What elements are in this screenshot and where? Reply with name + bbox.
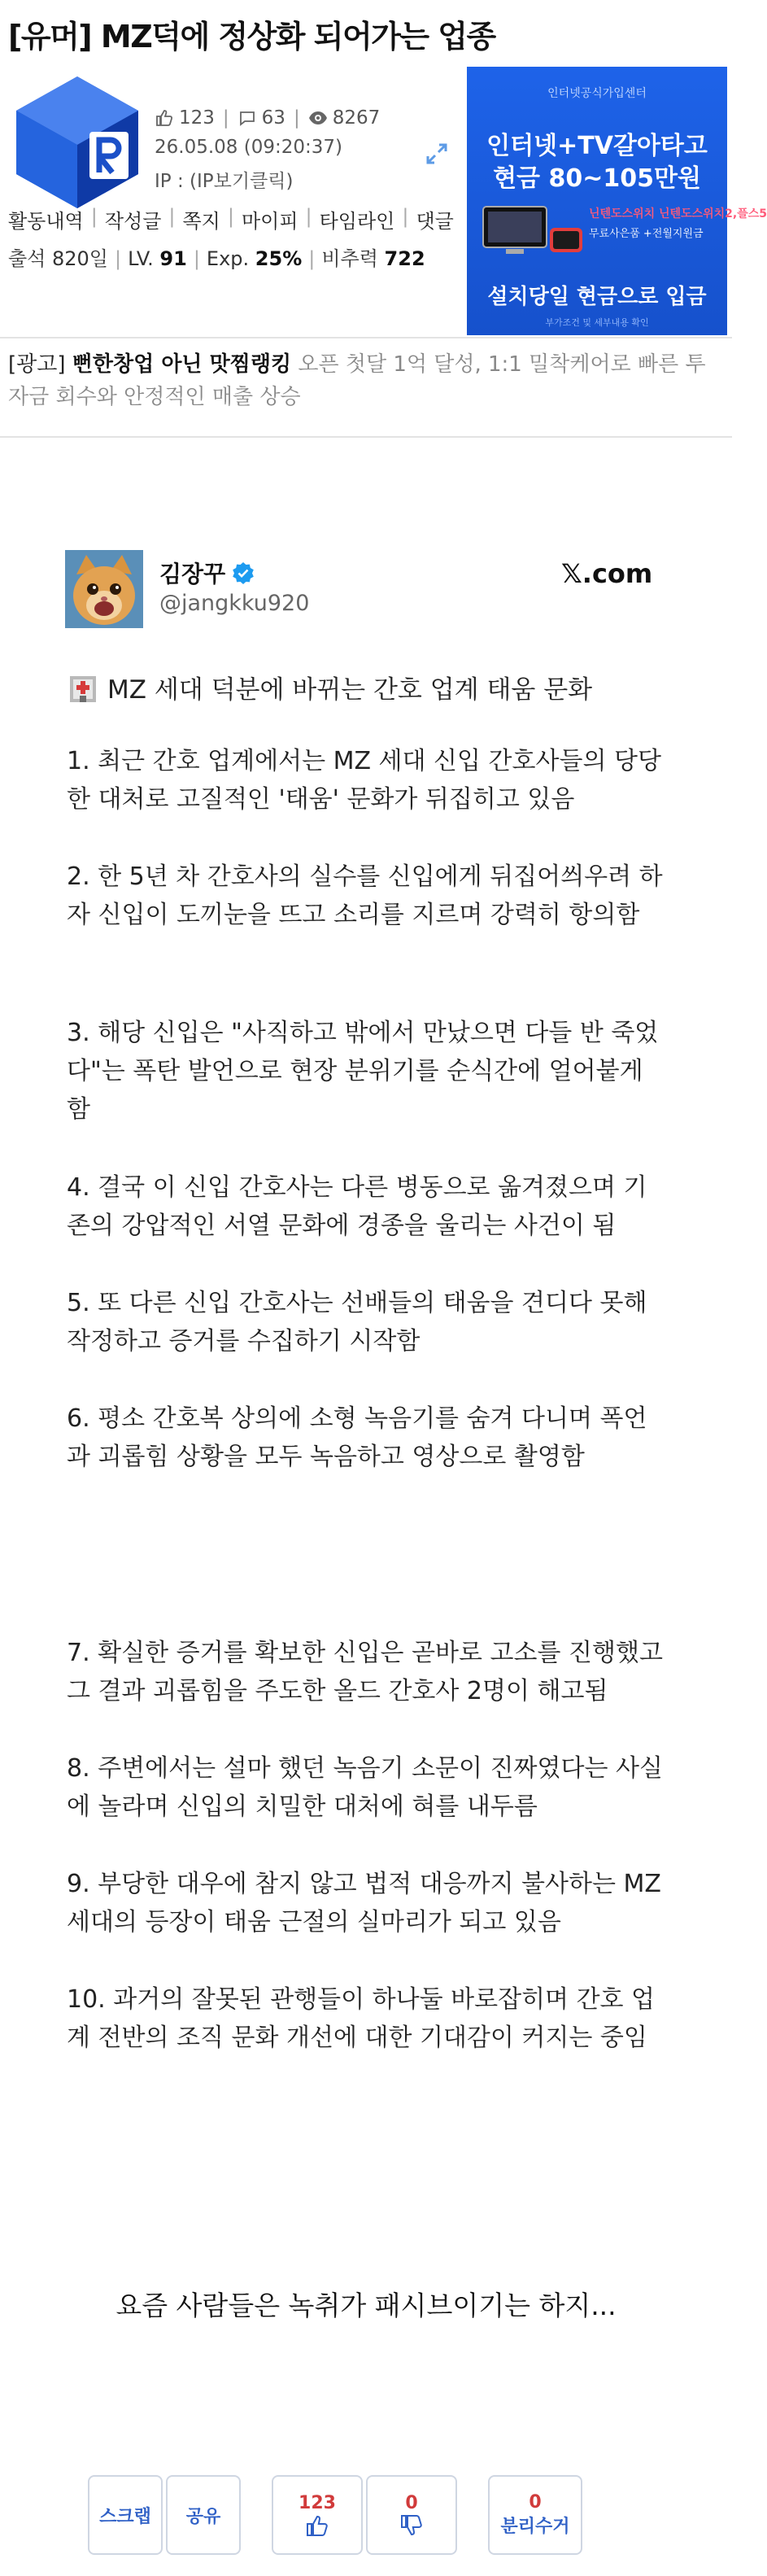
post-title-bar [0, 0, 732, 63]
post-header [0, 67, 767, 335]
share-button[interactable] [166, 2475, 241, 2555]
hospital-icon [67, 671, 99, 704]
ad-headline [467, 130, 727, 195]
exp-label: Exp. [206, 247, 250, 270]
ad-text: 오픈 첫달 1억 달성, 1:1 밀착케어로 빠른 투자금 회수와 안정적인 매출 상승 [8, 352, 706, 409]
ad-brand: 뻔한창업 아닌 맛찜랭킹 [72, 352, 292, 377]
separate-label: 분리수거 [500, 2517, 570, 2537]
rate-label: 비추력 [321, 247, 378, 270]
upvote-count: 123 [299, 2492, 336, 2513]
tweet-paragraph: 4. 결국 이 신입 간호사는 다른 병동으로 옮겨졌으며 기존의 강압적인 서열 문화에 경종을 울리는 사건이 됨 [67, 1173, 647, 1240]
tweet-heading [67, 669, 592, 705]
post-stats [155, 107, 380, 129]
tv-device-icon [482, 203, 587, 269]
tweet-paragraph: 10. 과거의 잘못된 관행들이 하나둘 바로잡히며 간호 업계 전반의 조직 문화 개선에 대한 기대감이 커지는 중임 [67, 1985, 656, 2052]
divider [0, 436, 732, 438]
thumbs-up-icon [305, 2513, 329, 2538]
stats-separator: | [222, 107, 229, 129]
tweet-author-name [159, 557, 255, 589]
ad-small-text: 인터넷공식가입센터 [547, 87, 647, 100]
expand-icon[interactable] [425, 142, 449, 166]
upvote-button[interactable] [272, 2475, 363, 2555]
post-title: [유머] MZ덕에 정상화 되어가는 업종 [8, 19, 495, 55]
comments-count: 63 [261, 107, 285, 129]
tweet-paragraph: 9. 부당한 대우에 참지 않고 법적 대응까지 불사하는 MZ 세대의 등장이 태움 근절의 실마리가 되고 있음 [67, 1870, 661, 1936]
thumbs-up-icon [155, 108, 174, 128]
author-link-posts[interactable]: 작성글 [104, 210, 162, 233]
level-value: 91 [159, 247, 187, 270]
text-ad-link[interactable] [8, 348, 724, 413]
verified-badge-icon [232, 561, 255, 584]
tweet-paragraph: 6. 평소 간호복 상의에 소형 녹음기를 숨겨 다니며 폭언과 괴롭힘 상황을 모두 녹음하고 영상으로 촬영함 [67, 1404, 647, 1471]
share-label: 공유 [185, 2506, 221, 2527]
ad-tag: [광고] [8, 352, 66, 377]
author-link-message[interactable]: 쪽지 [182, 210, 220, 233]
downvote-button[interactable] [366, 2475, 457, 2555]
separate-count: 0 [529, 2492, 542, 2513]
tweet-heading-text: MZ 세대 덕분에 바뀌는 간호 업계 태움 문화 [107, 675, 593, 705]
separate-collection-button[interactable] [488, 2475, 582, 2555]
stats-separator: | [293, 107, 300, 129]
tweet-paragraph: 3. 해당 신입은 "사직하고 밖에서 만났으면 다들 반 죽었다"는 폭탄 발언으로 현장 분위기를 순식간에 얼어붙게 함 [67, 1019, 659, 1124]
divider [0, 337, 732, 338]
ad-footer: 부가조건 및 세부내용 확인 [545, 317, 649, 328]
thumbs-down-icon [399, 2513, 424, 2538]
post-datetime: 26.05.08 (09:20:37) [155, 137, 342, 158]
ip-link[interactable]: IP : (IP보기클릭) [155, 171, 294, 192]
tweet-handle: @jangkku920 [159, 591, 310, 616]
ad-headline-line2: 현금 80~105만원 [493, 164, 701, 193]
attendance-days: 출석 820일 [8, 247, 108, 270]
ad-promo-2: 무료사은품 +전월지원금 [589, 228, 704, 240]
author-link-comments[interactable]: 댓글 [416, 210, 454, 233]
tweet-paragraph: 7. 확실한 증거를 확보한 신입은 곧바로 고소를 진행했고 그 결과 괴롭힘을 주도한 올드 간호사 2명이 해고됨 [67, 1639, 663, 1705]
eye-icon [308, 108, 328, 128]
tweet-paragraph: 2. 한 5년 차 간호사의 실수를 신입에게 뒤집어씌우려 하자 신입이 도끼눈을 뜨고 소리를 지르며 강력히 항의함 [67, 862, 663, 929]
rate-value: 722 [384, 247, 425, 270]
ad-banner[interactable] [467, 67, 767, 335]
likes-count: 123 [179, 107, 215, 129]
author-avatar-logo-icon[interactable] [8, 73, 146, 212]
tweet-paragraph: 5. 또 다른 신입 간호사는 선배들의 태움을 견디다 못해 작정하고 증거를 수집하기 시작함 [67, 1289, 647, 1356]
views-count: 8267 [332, 107, 381, 129]
closing-comment: 요즘 사람들은 녹취가 패시브이기는 하지... [115, 2290, 617, 2321]
ad-headline-line1: 인터넷+TV갈아타고 [486, 132, 708, 160]
scrap-label: 스크랩 [99, 2506, 151, 2527]
scrap-button[interactable] [88, 2475, 163, 2555]
ad-cta: 설치당일 현금으로 입금 [487, 285, 707, 309]
x-com-logo: 𝕏.com [561, 558, 653, 589]
tweet-paragraph: 8. 주변에서는 설마 했던 녹음기 소문이 진짜였다는 사실에 놀라며 신입의 치밀한 대처에 혀를 내두름 [67, 1754, 663, 1821]
tweet-name-text: 김장꾸 [159, 561, 226, 587]
exp-value: 25% [255, 247, 303, 270]
tweet-avatar-cat-icon [65, 550, 143, 628]
comment-icon [238, 108, 257, 128]
tweet-paragraph: 1. 최근 간호 업계에서는 MZ 세대 신입 간호사들의 당당한 대처로 고질적인 '태움' 문화가 뒤집히고 있음 [67, 747, 661, 814]
author-link-activity[interactable]: 활동내역 [8, 210, 84, 233]
author-stats: 출석 820일 | LV. 91 | Exp. 25% | 비추력 722 [8, 247, 425, 270]
ad-promo-1: 닌텐도스위치 닌텐도스위치2,플스5 [589, 207, 767, 220]
author-menu: 활동내역 | 작성글 | 쪽지 | 마이피 | 타임라인 | 댓글 [8, 205, 454, 233]
level-label: LV. [128, 247, 154, 270]
author-link-mypi[interactable]: 마이피 [241, 210, 299, 233]
author-link-timeline[interactable]: 타임라인 [319, 210, 395, 233]
downvote-count: 0 [405, 2492, 418, 2513]
